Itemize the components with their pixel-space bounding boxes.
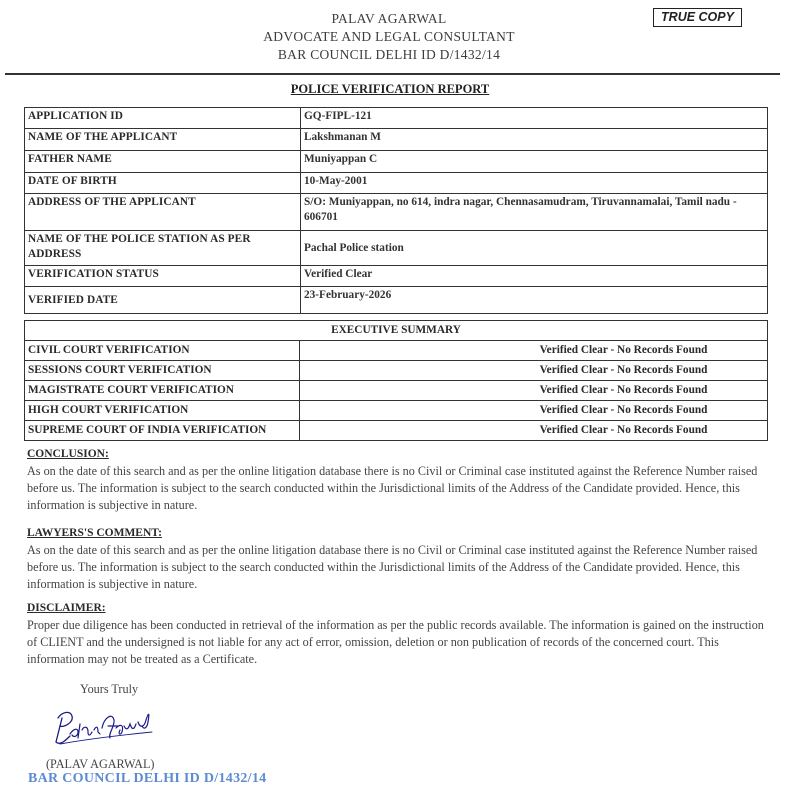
row-value: Pachal Police station: [301, 231, 768, 266]
row-label: APPLICATION ID: [25, 108, 301, 129]
applicant-details-table: [24, 107, 768, 314]
disclaimer-heading: DISCLAIMER:: [27, 602, 106, 614]
table-row: [25, 381, 768, 401]
row-label: NAME OF THE APPLICANT: [25, 129, 301, 151]
conclusion-heading: CONCLUSION:: [27, 448, 109, 460]
table-row: [25, 231, 768, 266]
table-row: [25, 173, 768, 194]
row-value: GQ-FIPL-121: [301, 108, 768, 129]
report-title: [0, 82, 786, 97]
row-label: SUPREME COURT OF INDIA VERIFICATION: [25, 421, 300, 441]
row-label: CIVIL COURT VERIFICATION: [25, 341, 300, 361]
table-row: [25, 341, 768, 361]
row-value: Verified Clear - No Records Found: [300, 381, 768, 401]
executive-summary-table: [24, 320, 768, 441]
table-row: [25, 266, 768, 287]
row-label: DATE OF BIRTH: [25, 173, 301, 194]
signatory-name: (PALAV AGARWAL): [46, 757, 155, 771]
table-header-row: [25, 321, 768, 341]
row-label: SESSIONS COURT VERIFICATION: [25, 361, 300, 381]
row-value: S/O: Muniyappan, no 614, indra nagar, Chennasamudram, Tiruvannamalai, Tamil nadu - 606701: [301, 194, 768, 231]
row-label: MAGISTRATE COURT VERIFICATION: [25, 381, 300, 401]
table-row: [25, 151, 768, 173]
table-row: [25, 194, 768, 231]
header-divider: [5, 73, 780, 75]
table-row: [25, 108, 768, 129]
lawyers-comment-text: As on the date of this search and as per the online litigation database there is no Civil or Criminal case instituted against the Reference Number raised before us. The information is subject to the search conducted within the Jurisdictional limits of the Address of the Candidate provided. Hence, this information is subjective in nature.: [27, 543, 758, 591]
lawyers-comment-heading: LAWYERS'S COMMENT:: [27, 527, 162, 539]
true-copy-stamp: TRUE COPY: [653, 8, 742, 27]
row-value: Verified Clear - No Records Found: [300, 361, 768, 381]
table-row: [25, 361, 768, 381]
row-label: FATHER NAME: [25, 151, 301, 173]
row-label: HIGH COURT VERIFICATION: [25, 401, 300, 421]
row-value: Lakshmanan M: [301, 129, 768, 151]
bar-council-id: BAR COUNCIL DELHI ID D/1432/14: [277, 47, 501, 62]
row-value: Verified Clear - No Records Found: [300, 341, 768, 361]
table-row: [25, 287, 768, 314]
row-label: VERIFICATION STATUS: [25, 266, 301, 287]
row-value: 23-February-2026: [301, 287, 768, 314]
conclusion-section: [27, 446, 767, 514]
disclaimer-section: [27, 600, 767, 668]
row-value: Verified Clear - No Records Found: [300, 421, 768, 441]
lawyers-comment-section: [27, 525, 767, 593]
advocate-designation: ADVOCATE AND LEGAL CONSULTANT: [263, 29, 515, 44]
row-value: Verified Clear - No Records Found: [300, 401, 768, 421]
row-label: NAME OF THE POLICE STATION AS PER ADDRESS: [25, 231, 301, 266]
disclaimer-text: Proper due diligence has been conducted in retrieval of the information as per the public records available. The information is gained on the instruction of CLIENT and the undersigned is not liable for any act of error, omission, deletion or non publication of records of the concerned court. This information may not be treated as a Certificate.: [27, 618, 764, 666]
closing-salutation: Yours Truly: [80, 682, 139, 696]
executive-summary-title: EXECUTIVE SUMMARY: [25, 321, 768, 341]
table-row: [25, 421, 768, 441]
row-value: Muniyappan C: [301, 151, 768, 173]
row-label: VERIFIED DATE: [25, 287, 301, 314]
signature-image: [52, 702, 162, 752]
table-row: [25, 129, 768, 151]
report-title-text: POLICE VERIFICATION REPORT: [290, 82, 490, 96]
row-value: Verified Clear: [301, 266, 768, 287]
row-value: 10-May-2001: [301, 173, 768, 194]
conclusion-text: As on the date of this search and as per the online litigation database there is no Civil or Criminal case instituted against the Reference Number raised before us. The information is subject to the search conducted within the Jurisdictional limits of the Address of the Candidate provided. Hence, this information is subjective in nature.: [27, 464, 758, 512]
row-label: ADDRESS OF THE APPLICANT: [25, 194, 301, 231]
table-row: [25, 401, 768, 421]
footer-bar-council-id: BAR COUNCIL DELHI ID D/1432/14: [28, 771, 267, 786]
advocate-name: PALAV AGARWAL: [331, 11, 447, 26]
